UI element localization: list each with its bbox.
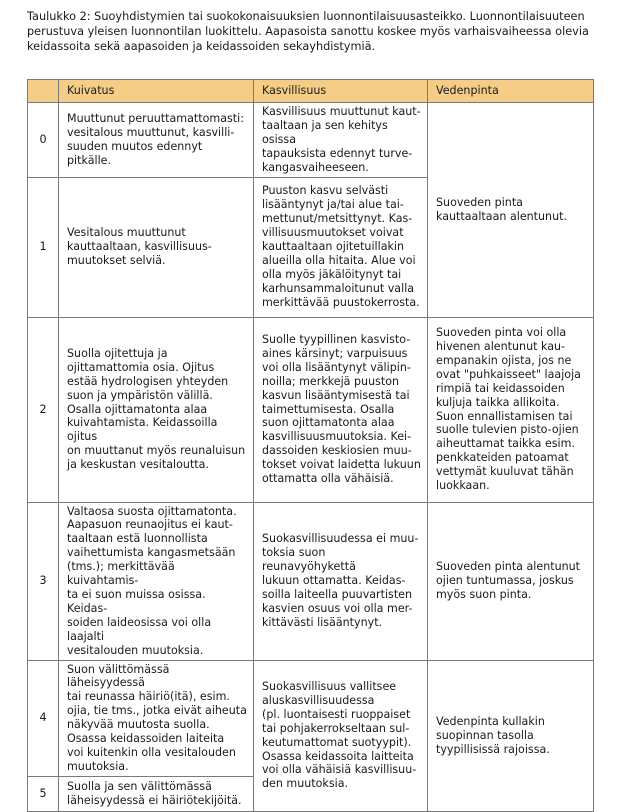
cell-kuivatus: Muuttunut peruuttamattomasti: vesitalous muuttunut, kasvilli- suuden muutos edennyt pitkälle. xyxy=(59,103,254,178)
cell-kuivatus: Suon välittömässä läheisyydessä tai reunassa häiriö(itä), esim. ojia, tie tms., jotka eivät aiheuta näkyvää muutosta suolla. Osassa keidassoiden laiteita voi kuitenkin olla vesitalouden muutoksia. xyxy=(59,660,254,776)
cell-kasvillisuus: Suokasvillisuus vallitsee aluskasvillisuudessa (pl. luontaisesti ruoppaiset tai pohjakerrokseltaan sul- keutumattomat suotyypit). Osassa keidassoita laitteita voi olla vähäisiä kasvillisuu- den muutoksia. xyxy=(254,660,428,811)
cell-vedenpinta: Suoveden pinta voi olla hivenen alentunut kau- empanakin ojista, jos ne ovat "puhkaisseet" laajoja rimpiä tai keidassoiden kuljuja taikka allikoita. Suon ennallistamisen tai suolle tulevien pisto-ojien aiheuttamat taikka esim. penkkateiden patoamat vettymät kuuluvat tähän luokkaan. xyxy=(428,317,594,502)
cell-vedenpinta-merged: Suoveden pinta kauttaaltaan alentunut. xyxy=(428,103,594,318)
row-number: 5 xyxy=(28,776,59,811)
row-number: 2 xyxy=(28,317,59,502)
table-row xyxy=(28,103,594,178)
table-row xyxy=(28,317,594,502)
cell-vedenpinta: Suoveden pinta alentunut ojien tuntumassa, joskus myös suon pinta. xyxy=(428,502,594,660)
header-kasvillisuus: Kasvillisuus xyxy=(254,80,428,103)
header-row xyxy=(28,80,594,103)
cell-kuivatus: Valtaosa suosta ojittamatonta. Aapasuon reunaojitus ei kaut- taaltaan estä luonnollista vaihettumista kangasmetsään (tms.); merkittävää kuivahtamis- ta ei suon muissa osissa. Keidas- soiden laideosissa voi olla laajalti vesitalouden muutoksia. xyxy=(59,502,254,660)
naturalness-table xyxy=(27,79,594,812)
row-number: 4 xyxy=(28,660,59,776)
table-caption: Taulukko 2: Suoyhdistymien tai suokokonaisuuksien luonnontilaisuusasteikko. Luonnontilaisuuteen perustuva yleisen luonnontilan luokittelu. Aapasoista sanottu koskee myös varhaisvaiheessa olevia keidassoita sekä aapasoiden ja keidassoiden sekayhdistymiä. xyxy=(27,10,589,53)
row-number: 0 xyxy=(28,103,59,178)
cell-kasvillisuus: Suokasvillisuudessa ei muu- toksia suon reunavyöhykettä lukuun ottamatta. Keidas- soilla laiteella puuvartisten kasvien osuus voi olla mer- kittävästi lisääntynyt. xyxy=(254,502,428,660)
cell-kasvillisuus: Kasvillisuus muuttunut kaut- taaltaan ja sen kehitys osissa tapauksista edennyt turve- kangasvaiheeseen. xyxy=(254,103,428,178)
header-kuivatus: Kuivatus xyxy=(59,80,254,103)
cell-kuivatus: Suolla ojitettuja ja ojittamattomia osia. Ojitus estää hydrologisen yhteyden suon ja ympäristön välillä. Osalla ojittamatonta alaa kuivahtamista. Keidassoilla ojitus on muuttanut myös reunaluisun ja keskustan vesitaloutta. xyxy=(59,317,254,502)
table-row xyxy=(28,660,594,776)
header-vedenpinta: Vedenpinta xyxy=(428,80,594,103)
cell-kuivatus: Suolla ja sen välittömässä läheisyydessä ei häiriötekijöitä. xyxy=(59,776,254,811)
cell-kuivatus: Vesitalous muuttunut kauttaaltaan, kasvillisuus- muutokset selviä. xyxy=(59,177,254,317)
cell-kasvillisuus: Suolle tyypillinen kasvisto- aines kärsinyt; varpuisuus voi olla lisääntynyt välipin- noilla; merkkejä puuston kasvun lisääntymisestä tai taimettumisesta. Osalla suon ojittamatonta alaa kasvillisuusmuutoksia. Kei- dassoiden keskiosien muu- tokset voivat laidetta lukuun ottamatta olla vähäisiä. xyxy=(254,317,428,502)
row-number: 3 xyxy=(28,502,59,660)
table-row xyxy=(28,502,594,660)
row-number: 1 xyxy=(28,177,59,317)
cell-vedenpinta: Vedenpinta kullakin suopinnan tasolla tyypillisissä rajoissa. xyxy=(428,660,594,811)
cell-kasvillisuus: Puuston kasvu selvästi lisääntynyt ja/tai alue tai- mettunut/metsittynyt. Kas- villisuusmuutokset voivat kauttaaltaan ojitetuillakin alueilla olla hitaita. Alue voi olla myös jäkälöitynyt tai karhunsammaloitunut valla merkittävää puustokerrosta. xyxy=(254,177,428,317)
header-num xyxy=(28,80,59,103)
